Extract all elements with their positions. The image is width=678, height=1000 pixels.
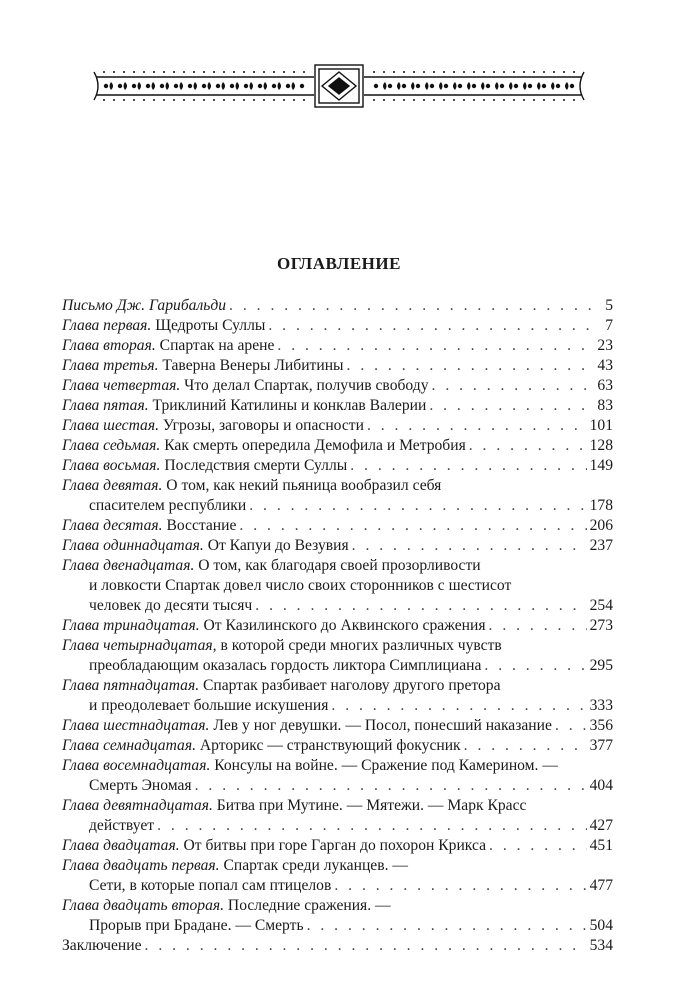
chapter-subtitle: Угрозы, заговоры и опасности	[159, 417, 364, 434]
toc-line	[62, 616, 613, 636]
toc-line-continuation	[62, 776, 613, 796]
chapter-heading: Глава двадцать вторая.	[62, 897, 225, 914]
page-number: 451	[589, 837, 613, 854]
toc-entry[interactable]	[62, 556, 613, 616]
entry-title	[62, 316, 265, 336]
page-title: ОГЛАВЛЕНИЕ	[277, 254, 401, 273]
chapter-subtitle-continued: Смерть Эномая	[89, 777, 192, 794]
chapter-subtitle: От Капуи до Везувия	[203, 537, 349, 554]
dot-leader	[334, 876, 586, 896]
toc-entry[interactable]	[62, 856, 613, 896]
chapter-heading: Глава тринадцатая.	[62, 617, 200, 634]
chapter-subtitle: От битвы при горе Гарган до похорон Крикса	[179, 837, 487, 854]
toc-line-continuation	[62, 596, 613, 616]
page-number: 295	[589, 657, 613, 674]
toc-line-continuation	[62, 496, 613, 516]
toc-line	[62, 716, 613, 736]
page-number: 128	[589, 437, 613, 454]
page-number: 149	[589, 457, 613, 474]
toc-entry[interactable]	[62, 436, 613, 456]
chapter-subtitle: Как смерть опередила Демофила и Метробия	[160, 437, 466, 454]
page-number: 534	[589, 937, 613, 954]
entry-title	[62, 296, 226, 316]
toc-line	[62, 456, 613, 476]
toc-entry[interactable]	[62, 616, 613, 636]
chapter-subtitle: Заключение	[62, 937, 142, 954]
chapter-subtitle: Восстание	[162, 517, 237, 534]
chapter-subtitle: Спартак разбивает наголову другого претора	[199, 677, 501, 694]
page-number: 23	[597, 337, 613, 354]
dot-leader	[277, 336, 594, 356]
toc-line	[62, 376, 613, 396]
table-of-contents	[62, 296, 613, 956]
entry-title	[62, 736, 461, 756]
toc-entry[interactable]	[62, 316, 613, 336]
chapter-heading: Глава вторая.	[62, 337, 156, 354]
dot-leader	[249, 496, 586, 516]
chapter-subtitle: Лев у ног девушки. — Посол, понесший наказание	[209, 717, 552, 734]
chapter-subtitle: От Казилинского до Аквинского сражения	[199, 617, 486, 634]
page-number: 333	[589, 697, 613, 714]
chapter-heading: Глава девятнадцатая.	[62, 797, 213, 814]
chapter-heading: Глава седьмая.	[62, 437, 161, 454]
toc-line	[62, 476, 613, 496]
toc-line-continuation	[62, 576, 613, 596]
toc-entry[interactable]	[62, 796, 613, 836]
entry-title	[62, 456, 347, 476]
chapter-heading: Глава шестая.	[62, 417, 159, 434]
page-number: 206	[589, 517, 613, 534]
toc-line	[62, 516, 613, 536]
chapter-heading: Глава пятнадцатая.	[62, 677, 200, 694]
chapter-heading: Письмо Дж. Гарибальди	[62, 297, 227, 314]
chapter-subtitle: О том, как некий пьяница вообразил себя	[162, 477, 442, 494]
toc-entry[interactable]	[62, 676, 613, 716]
toc-line	[62, 756, 613, 776]
chapter-subtitle: Последние сражения. —	[224, 897, 391, 914]
chapter-subtitle: Триклиний Катилины и конклав Валерии	[148, 397, 427, 414]
chapter-subtitle: Последствия смерти Суллы	[160, 457, 348, 474]
chapter-heading: Глава шестнадцатая.	[62, 717, 210, 734]
toc-line	[62, 536, 613, 556]
chapter-subtitle: в которой среди многих различных чувств	[216, 637, 502, 654]
chapter-subtitle: Щедроты Суллы	[151, 317, 266, 334]
toc-line	[62, 676, 613, 696]
chapter-heading: Глава двадцать первая.	[62, 857, 220, 874]
page-number: 83	[597, 397, 613, 414]
toc-entry[interactable]	[62, 536, 613, 556]
toc-line	[62, 796, 613, 816]
dot-leader	[464, 736, 587, 756]
dot-leader	[229, 296, 594, 316]
page-number: 43	[597, 357, 613, 374]
dot-leader	[555, 716, 587, 736]
toc-entry[interactable]	[62, 456, 613, 476]
chapter-subtitle-continued: Сети, в которые попал сам птицелов	[89, 877, 332, 894]
toc-entry[interactable]	[62, 476, 613, 516]
toc-line	[62, 556, 613, 576]
dot-leader	[307, 916, 587, 936]
chapter-heading: Глава двадцатая.	[62, 837, 180, 854]
chapter-heading: Глава третья.	[62, 357, 159, 374]
page-number: 504	[589, 917, 613, 934]
chapter-subtitle: Спартак среди луканцев. —	[219, 857, 408, 874]
page-number: 5	[605, 297, 613, 314]
entry-title	[62, 756, 558, 776]
dot-leader	[484, 656, 586, 676]
dot-leader	[352, 536, 587, 556]
entry-title	[62, 616, 486, 636]
chapter-subtitle-continued: Прорыв при Брадане. — Смерть	[89, 917, 304, 934]
toc-entry[interactable]	[62, 636, 613, 676]
toc-line-continuation	[62, 876, 613, 896]
toc-entry[interactable]	[62, 836, 613, 856]
entry-title	[62, 436, 466, 456]
toc-entry[interactable]	[62, 296, 613, 316]
chapter-subtitle: Спартак на арене	[155, 337, 275, 354]
entry-title	[62, 336, 274, 356]
chapter-heading: Глава двенадцатая.	[62, 557, 195, 574]
page-number: 404	[589, 777, 613, 794]
page-number: 254	[589, 597, 613, 614]
toc-entry[interactable]	[62, 716, 613, 736]
toc-line-continuation	[62, 916, 613, 936]
dot-leader	[255, 596, 586, 616]
chapter-subtitle: Арторикс — странствующий фокусник	[196, 737, 461, 754]
toc-entry[interactable]	[62, 516, 613, 536]
toc-line	[62, 416, 613, 436]
dot-leader	[350, 456, 586, 476]
toc-line	[62, 356, 613, 376]
toc-line	[62, 316, 613, 336]
toc-line	[62, 336, 613, 356]
chapter-subtitle: О том, как благодаря своей прозорливости	[194, 557, 481, 574]
entry-title	[62, 356, 344, 376]
toc-entry[interactable]	[62, 416, 613, 436]
entry-title	[62, 836, 486, 856]
toc-line-continuation	[62, 816, 613, 836]
toc-entry[interactable]	[62, 756, 613, 796]
entry-title	[62, 396, 426, 416]
chapter-subtitle: Битва при Мутине. — Мятежи. — Марк Красс	[212, 797, 527, 814]
chapter-heading: Глава девятая.	[62, 477, 163, 494]
toc-line-continuation	[62, 656, 613, 676]
toc-entry[interactable]	[62, 376, 613, 396]
dot-leader	[145, 936, 587, 956]
toc-entry[interactable]	[62, 356, 613, 376]
toc-entry[interactable]	[62, 936, 613, 956]
dot-leader	[239, 516, 586, 536]
page-number: 356	[589, 717, 613, 734]
chapter-subtitle-continued: преобладающим оказалась гордость ликтора Симплициана	[89, 657, 482, 674]
dot-leader	[195, 776, 587, 796]
entry-title	[62, 856, 408, 876]
chapter-heading: Глава пятая.	[62, 397, 149, 414]
entry-title	[62, 896, 391, 916]
chapter-heading: Глава четырнадцатая,	[62, 637, 217, 654]
chapter-subtitle-continued: и преодолевает большие искушения	[89, 697, 329, 714]
entry-title	[62, 476, 441, 496]
dot-leader	[429, 396, 594, 416]
entry-title	[62, 416, 364, 436]
toc-line	[62, 936, 613, 956]
dot-leader	[157, 816, 587, 836]
chapter-subtitle: Консулы на войне. — Сражение под Камерином. —	[210, 757, 558, 774]
toc-line	[62, 436, 613, 456]
chapter-heading: Глава восьмая.	[62, 457, 161, 474]
dot-leader	[489, 836, 587, 856]
page-number: 101	[589, 417, 613, 434]
toc-entry[interactable]	[62, 336, 613, 356]
dot-leader	[347, 356, 594, 376]
toc-line	[62, 736, 613, 756]
entry-title	[62, 376, 429, 396]
entry-title	[62, 516, 236, 536]
decorative-header-ornament	[92, 64, 586, 108]
chapter-subtitle-continued: действует	[89, 817, 155, 834]
page-number: 427	[589, 817, 613, 834]
entry-title	[62, 556, 481, 576]
toc-line	[62, 396, 613, 416]
entry-title	[62, 936, 142, 956]
dot-leader	[469, 436, 587, 456]
dot-leader	[367, 416, 587, 436]
chapter-heading: Глава десятая.	[62, 517, 163, 534]
page-number: 237	[589, 537, 613, 554]
page-number: 273	[589, 617, 613, 634]
chapter-heading: Глава одиннадцатая.	[62, 537, 204, 554]
dot-leader	[489, 616, 587, 636]
page-number: 63	[597, 377, 613, 394]
page-number: 377	[589, 737, 613, 754]
page-number: 7	[605, 317, 613, 334]
toc-entry[interactable]	[62, 896, 613, 936]
toc-entry[interactable]	[62, 396, 613, 416]
chapter-heading: Глава четвертая.	[62, 377, 181, 394]
toc-line	[62, 836, 613, 856]
page-number: 178	[589, 497, 613, 514]
chapter-subtitle-continued: спасителем республики	[89, 497, 247, 514]
toc-line	[62, 896, 613, 916]
entry-title	[62, 796, 526, 816]
toc-entry[interactable]	[62, 736, 613, 756]
toc-line	[62, 296, 613, 316]
chapter-heading: Глава семнадцатая.	[62, 737, 196, 754]
chapter-subtitle: Что делал Спартак, получив свободу	[180, 377, 429, 394]
chapter-subtitle: Таверна Венеры Либитины	[158, 357, 344, 374]
chapter-heading: Глава восемнадцатая.	[62, 757, 211, 774]
dot-leader	[432, 376, 594, 396]
toc-line	[62, 636, 613, 656]
entry-title	[62, 536, 349, 556]
entry-title	[62, 636, 502, 656]
page-number: 477	[589, 877, 613, 894]
entry-title	[62, 676, 501, 696]
toc-line-continuation	[62, 696, 613, 716]
entry-title	[62, 716, 552, 736]
chapter-subtitle-continued: и ловкости Спартак довел число своих сторонников с шестисот	[89, 577, 512, 594]
dot-leader	[331, 696, 586, 716]
chapter-subtitle-continued: человек до десяти тысяч	[89, 597, 253, 614]
toc-line	[62, 856, 613, 876]
dot-leader	[268, 316, 594, 336]
chapter-heading: Глава первая.	[62, 317, 152, 334]
